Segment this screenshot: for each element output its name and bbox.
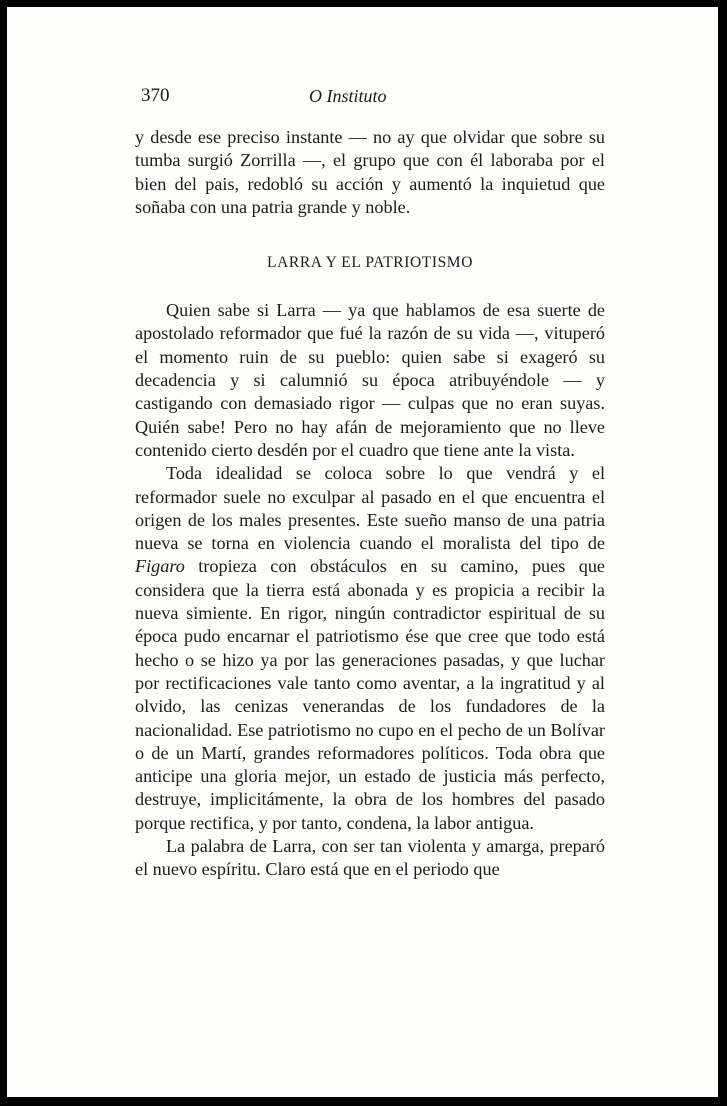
paragraph-larra-quien-sabe: Quien sabe si Larra — ya que hablamos de esa suerte de apostolado reformador que fué la razón de su vida —, vituperó el momento ruin de su pueblo: quien sabe si exageró su decadencia y si calumnió su época atribuyéndole — y castigando con demasiado rigor — culpas que no eran suyas. Quién sabe! Pero no hay afán de mejoramiento que no lleve contenido cierto desdén por el cuadro que tiene ante la vista. xyxy=(135,300,605,460)
scanned-page xyxy=(7,7,718,1097)
paragraph-text-part: Toda idealidad se coloca sobre lo que vendrá y el reformador suele no exculpar al pasado en el que encuentra el origen de los males presentes. Este sueño manso de una patria nueva se torna en violencia cuando el moralista del tipo de xyxy=(135,463,605,554)
paragraph-toda-idealidad xyxy=(135,462,605,835)
paragraph-la-palabra: La palabra de Larra, con ser tan violenta y amarga, preparó el nuevo espíritu. Claro está que en el periodo que xyxy=(135,836,605,880)
section-heading: LARRA Y EL PATRIOTISMO xyxy=(267,254,473,272)
page-number: 370 xyxy=(141,85,170,106)
page-body xyxy=(135,126,605,882)
paragraph-continuation: y desde ese preciso instante — no ay que olvidar que sobre su tumba surgió Zorrilla —, el grupo que con él laboraba por el bien del pais, redobló su acción y aumentó la inquietud que soñaba con una patria grande y noble. xyxy=(135,127,605,217)
paragraph-text-part: tropieza con obstáculos en su camino, pues que considera que la tierra está abonada y es propicia a recibir la nueva simiente. En rigor, ningún contradictor espiritual de su época pudo encarnar el patriotismo ése que cree que todo está hecho o se hizo ya por las generaciones pasadas, y que luchar por rectificaciones vale tanto como aventar, a la ingratitud y al olvido, las cenizas venerandas de los fundadores de la nacionalidad. Ese patriotismo no cupo en el pecho de un Bolívar o de un Martí, grandes reformadores políticos. Toda obra que anticipe una gloria mejor, un estado de justicia más perfecto, destruye, implicitámente, la obra de los hombres del pasado porque rectifica, y por tanto, condena, la labor antigua. xyxy=(135,556,605,833)
running-title: O Instituto xyxy=(309,86,387,106)
page-header xyxy=(141,85,601,109)
figaro-italic: Figaro xyxy=(135,556,185,577)
